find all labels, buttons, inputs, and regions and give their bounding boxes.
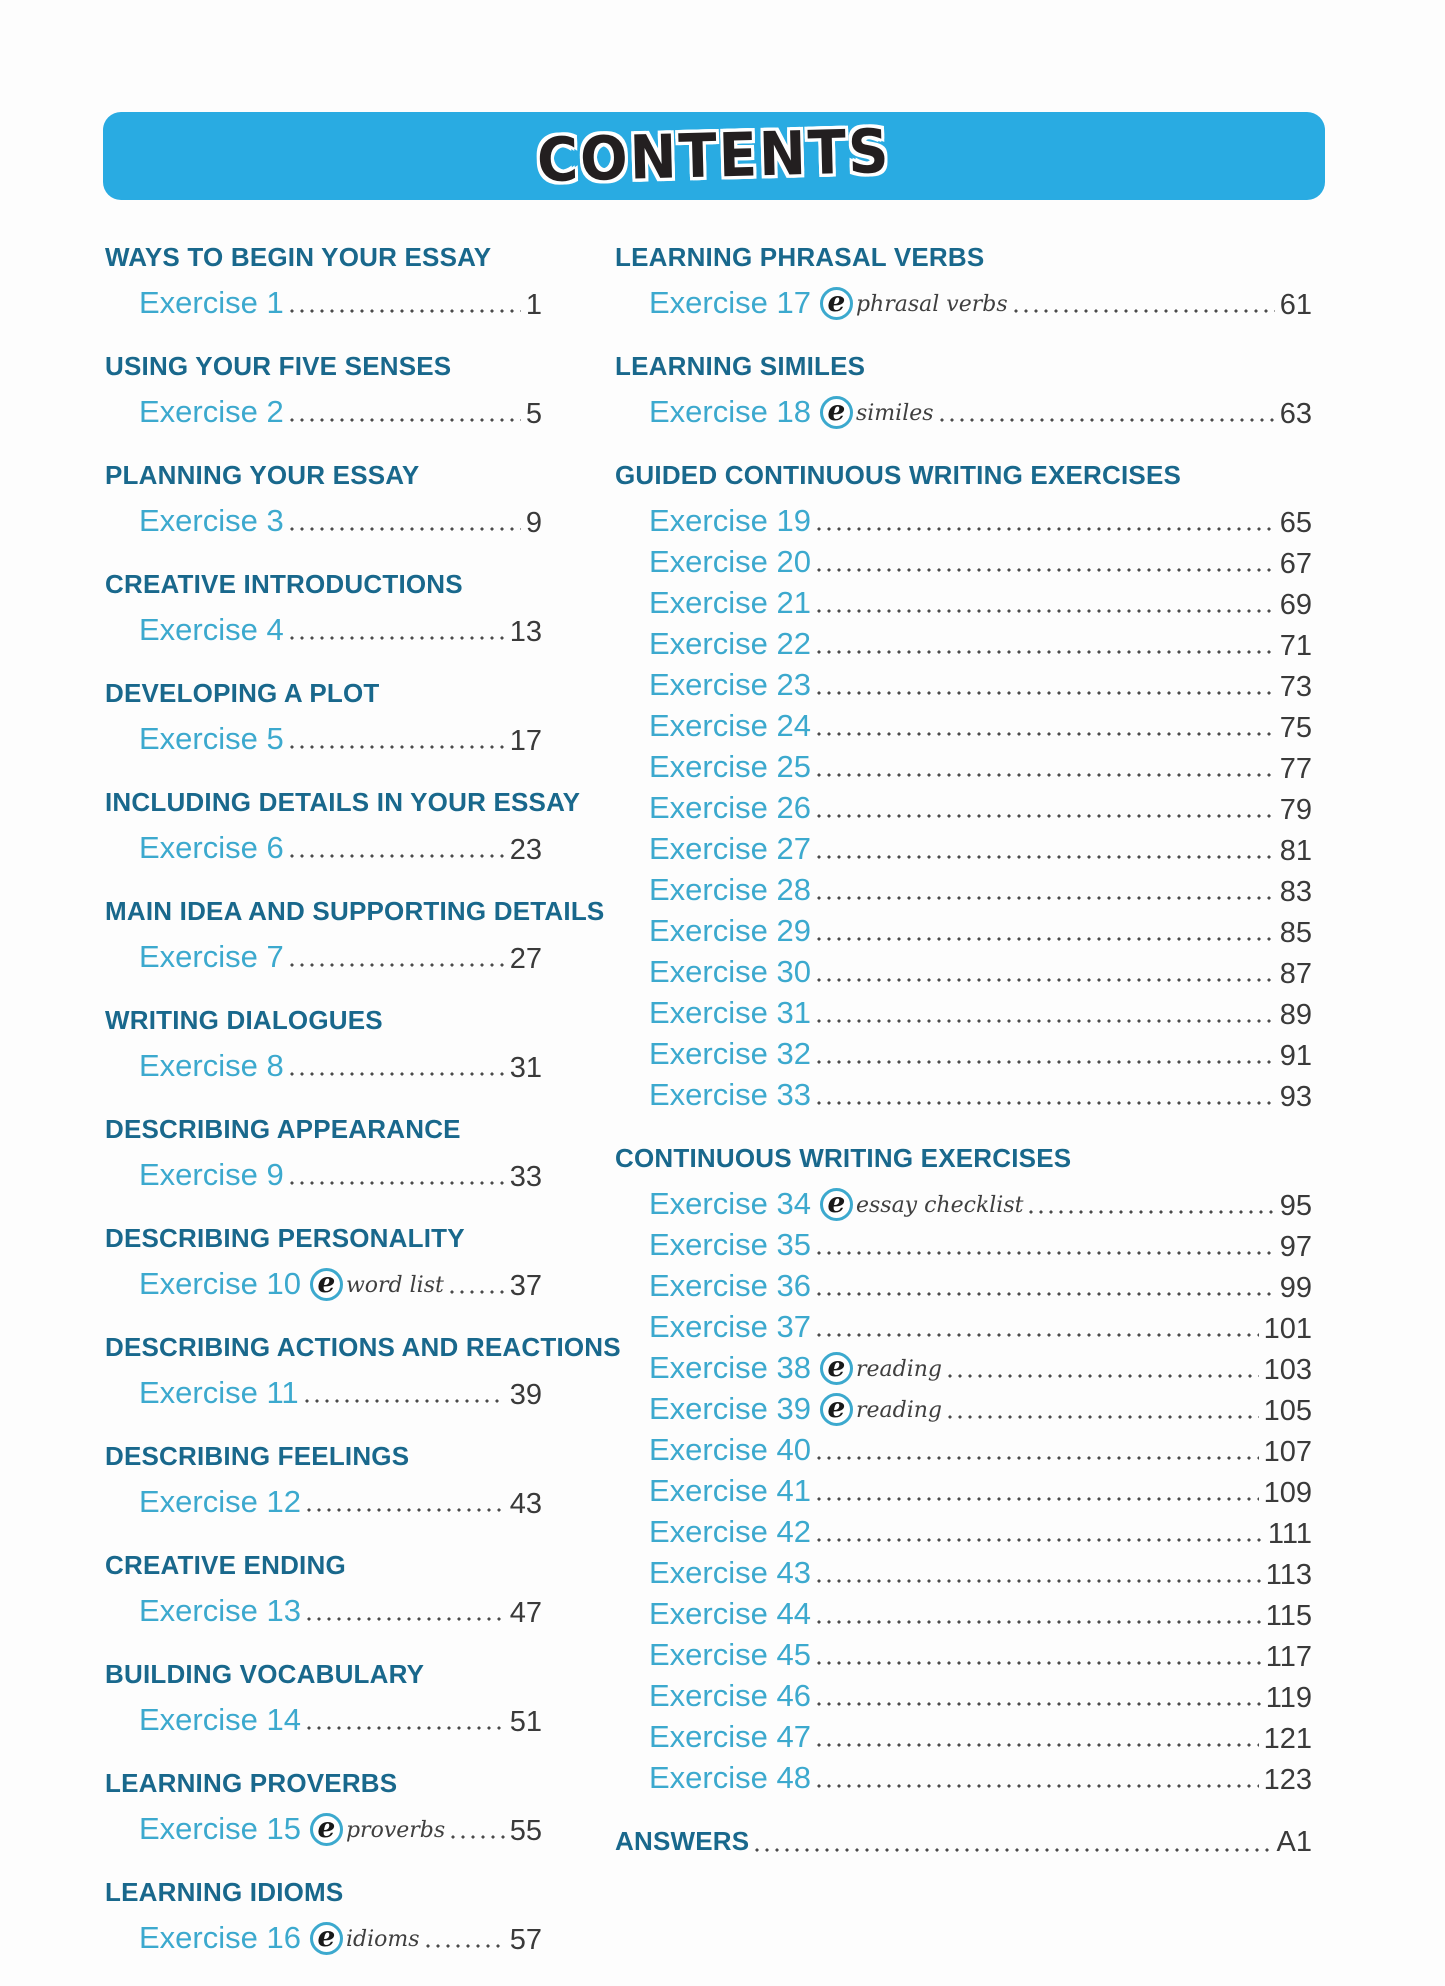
dotted-leader (290, 636, 505, 640)
toc-entry (615, 1597, 1312, 1631)
dotted-leader (1029, 1210, 1274, 1214)
page-number: 119 (1265, 1682, 1312, 1714)
toc-entry (615, 1515, 1312, 1549)
dotted-leader (817, 1538, 1263, 1542)
exercise-label: Exercise 29 (649, 913, 811, 949)
exercise-label: Exercise 24 (649, 708, 811, 744)
page-number: 95 (1279, 1190, 1312, 1222)
toc-entry (105, 831, 542, 865)
page-number: 23 (509, 834, 542, 866)
page-number: 43 (509, 1488, 542, 1520)
toc-entry (615, 914, 1312, 948)
page-number: 123 (1263, 1764, 1312, 1796)
section-heading: PLANNING YOUR ESSAY (105, 460, 420, 490)
dotted-leader (817, 1784, 1259, 1788)
dotted-leader (817, 1251, 1275, 1255)
toc-entry (615, 832, 1312, 866)
dotted-leader (817, 978, 1275, 982)
exercise-label: Exercise 14 (139, 1702, 301, 1738)
exercise-label: Exercise 15 (139, 1811, 301, 1847)
page-number: 65 (1279, 507, 1312, 539)
toc-entry (615, 1078, 1312, 1112)
dotted-leader (290, 1181, 505, 1185)
toc-entry (615, 627, 1312, 661)
exercise-label: Exercise 32 (649, 1036, 811, 1072)
e-resource-icon (820, 1188, 853, 1221)
page-number: 67 (1279, 548, 1312, 580)
section-heading: INCLUDING DETAILS IN YOUR ESSAY (105, 787, 581, 817)
resource-tag-label: essay checklist (855, 1192, 1024, 1218)
exercise-label: Exercise 47 (649, 1719, 811, 1755)
section-heading: USING YOUR FIVE SENSES (105, 351, 452, 381)
dotted-leader (290, 963, 505, 967)
section-heading: WAYS TO BEGIN YOUR ESSAY (105, 242, 492, 272)
dotted-leader (290, 309, 521, 313)
page-number: 75 (1279, 712, 1312, 744)
exercise-label: Exercise 7 (139, 939, 284, 975)
toc-section (105, 1223, 542, 1301)
page-number: 47 (509, 1597, 542, 1629)
dotted-leader (817, 1743, 1259, 1747)
e-resource-icon (310, 1813, 343, 1846)
toc-entry (105, 286, 542, 320)
dotted-leader (817, 814, 1275, 818)
toc-section (105, 1114, 542, 1192)
exercise-label: Exercise 31 (649, 995, 811, 1031)
dotted-leader (450, 1290, 505, 1294)
page-number: 85 (1279, 917, 1312, 949)
exercise-label: Exercise 8 (139, 1048, 284, 1084)
exercise-label: Exercise 2 (139, 394, 284, 430)
exercise-label: Exercise 44 (649, 1596, 811, 1632)
page-number: 27 (509, 943, 542, 975)
toc-section (615, 242, 1312, 320)
dotted-leader (817, 1620, 1261, 1624)
toc-section (105, 242, 542, 320)
toc-entry (615, 1638, 1312, 1672)
e-icon-glyph: e (317, 1920, 336, 1953)
section-heading: WRITING DIALOGUES (105, 1005, 383, 1035)
page-number: 13 (509, 616, 542, 648)
section-heading: BUILDING VOCABULARY (105, 1659, 425, 1689)
toc-entry (615, 873, 1312, 907)
dotted-leader (290, 527, 521, 531)
dotted-leader (305, 1399, 505, 1403)
dotted-leader (290, 1072, 505, 1076)
toc-entry (615, 1474, 1312, 1508)
dotted-leader (817, 1497, 1259, 1501)
resource-tag-label: similes (855, 400, 934, 426)
toc-entry (105, 613, 542, 647)
section-heading: CREATIVE ENDING (105, 1550, 346, 1580)
dotted-leader (817, 1292, 1275, 1296)
section-heading: LEARNING IDIOMS (105, 1877, 344, 1907)
section-heading: DESCRIBING FEELINGS (105, 1441, 410, 1471)
dotted-leader (948, 1374, 1259, 1378)
e-resource-icon (820, 1352, 853, 1385)
e-resource-icon (310, 1268, 343, 1301)
toc-section (105, 1877, 542, 1955)
exercise-label: Exercise 11 (139, 1375, 299, 1411)
toc-entry (615, 750, 1312, 784)
dotted-leader (817, 896, 1275, 900)
section-heading: DEVELOPING A PLOT (105, 678, 380, 708)
exercise-label: Exercise 46 (649, 1678, 811, 1714)
dotted-leader (940, 418, 1275, 422)
dotted-leader (426, 1944, 505, 1948)
toc-entry (105, 1376, 542, 1410)
toc-entry (615, 1228, 1312, 1262)
dotted-leader (290, 745, 505, 749)
exercise-label: Exercise 23 (649, 667, 811, 703)
exercise-label: Exercise 1 (139, 285, 284, 321)
toc-entry (615, 1037, 1312, 1071)
section-heading: DESCRIBING APPEARANCE (105, 1114, 461, 1144)
exercise-label: Exercise 45 (649, 1637, 811, 1673)
dotted-leader (948, 1415, 1259, 1419)
toc-section (615, 351, 1312, 429)
toc-entry (105, 504, 542, 538)
toc-entry (615, 1351, 1312, 1385)
exercise-label: Exercise 16 (139, 1920, 301, 1956)
page-number: 111 (1267, 1518, 1312, 1550)
page-number: 51 (509, 1706, 542, 1738)
dotted-leader (817, 773, 1275, 777)
dotted-leader (451, 1835, 505, 1839)
toc-entry (615, 955, 1312, 989)
page-number: 99 (1279, 1272, 1312, 1304)
section-heading: ANSWERS (615, 1826, 750, 1856)
resource-tag-label: reading (855, 1397, 942, 1423)
e-icon-glyph: e (317, 1266, 336, 1299)
toc-entry (105, 722, 542, 756)
page-number: 9 (525, 507, 542, 539)
toc-section (105, 1005, 542, 1083)
dotted-leader (290, 854, 505, 858)
page-number: 79 (1279, 794, 1312, 826)
toc-section (105, 787, 581, 866)
toc-entry (615, 1679, 1312, 1713)
page-number: 73 (1279, 671, 1312, 703)
page-title: CONTENTS (536, 116, 892, 196)
page-number: 55 (509, 1815, 542, 1847)
toc-section (105, 678, 542, 756)
dotted-leader (817, 1333, 1259, 1337)
exercise-label: Exercise 42 (649, 1514, 811, 1550)
exercise-label: Exercise 41 (649, 1473, 811, 1509)
dotted-leader (817, 650, 1275, 654)
dotted-leader (307, 1726, 505, 1730)
toc-entry (615, 709, 1312, 743)
e-resource-icon (820, 287, 853, 320)
dotted-leader (817, 1661, 1261, 1665)
section-heading: LEARNING PROVERBS (105, 1768, 398, 1798)
dotted-leader (817, 1101, 1275, 1105)
toc-section (105, 896, 605, 975)
section-heading: LEARNING PHRASAL VERBS (615, 242, 985, 272)
page-number: 69 (1279, 589, 1312, 621)
dotted-leader (817, 1456, 1259, 1460)
page-number: 109 (1263, 1477, 1312, 1509)
toc-section (105, 460, 542, 538)
exercise-label: Exercise 26 (649, 790, 811, 826)
page-number: 63 (1279, 398, 1312, 430)
dotted-leader (817, 527, 1275, 531)
page-number: 107 (1263, 1436, 1312, 1468)
exercise-label: Exercise 36 (649, 1268, 811, 1304)
page-number: 61 (1279, 289, 1312, 321)
page-number: 103 (1263, 1354, 1312, 1386)
toc-entry (615, 545, 1312, 579)
exercise-label: Exercise 18 (649, 394, 811, 430)
page-number: A1 (1276, 1826, 1312, 1858)
e-icon-glyph: e (827, 1186, 846, 1219)
e-icon-glyph: e (827, 1391, 846, 1424)
exercise-label: Exercise 17 (649, 285, 811, 321)
page-number: 83 (1279, 876, 1312, 908)
toc-section (105, 1332, 621, 1411)
dotted-leader (290, 418, 521, 422)
page-number: 17 (509, 725, 542, 757)
e-resource-icon (310, 1922, 343, 1955)
toc-section (105, 569, 542, 647)
page-number: 115 (1265, 1600, 1312, 1632)
toc-section (615, 1143, 1312, 1795)
toc-entry (615, 791, 1312, 825)
exercise-label: Exercise 48 (649, 1760, 811, 1796)
toc-entry (615, 1720, 1312, 1754)
toc-section (105, 1550, 542, 1628)
resource-tag-label: word list (345, 1272, 444, 1298)
section-heading: CONTINUOUS WRITING EXERCISES (615, 1143, 1072, 1173)
toc-entry (615, 586, 1312, 620)
page-number: 81 (1279, 835, 1312, 867)
dotted-leader (817, 1019, 1275, 1023)
page-number: 71 (1279, 630, 1312, 662)
resource-tag-label: idioms (345, 1926, 420, 1952)
page-number: 39 (509, 1379, 542, 1411)
page-number: 121 (1263, 1723, 1312, 1755)
page-number: 37 (509, 1270, 542, 1302)
toc-left-column (105, 242, 621, 1986)
exercise-label: Exercise 4 (139, 612, 284, 648)
toc-entry (615, 1310, 1312, 1344)
dotted-leader (307, 1617, 505, 1621)
exercise-label: Exercise 28 (649, 872, 811, 908)
exercise-label: Exercise 13 (139, 1593, 301, 1629)
exercise-label: Exercise 10 (139, 1266, 301, 1302)
exercise-label: Exercise 21 (649, 585, 811, 621)
toc-entry (105, 395, 542, 429)
e-icon-glyph: e (827, 394, 846, 427)
toc-entry (105, 1921, 542, 1955)
page-number: 117 (1265, 1641, 1312, 1673)
toc-entry (615, 668, 1312, 702)
e-icon-glyph: e (317, 1811, 336, 1844)
page-number: 1 (525, 289, 542, 321)
toc-entry (615, 1433, 1312, 1467)
exercise-label: Exercise 20 (649, 544, 811, 580)
exercise-label: Exercise 9 (139, 1157, 284, 1193)
exercise-label: Exercise 43 (649, 1555, 811, 1591)
toc-entry (615, 395, 1312, 429)
toc-entry (105, 940, 542, 974)
dotted-leader (817, 691, 1275, 695)
exercise-label: Exercise 33 (649, 1077, 811, 1113)
section-heading: LEARNING SIMILES (615, 351, 866, 381)
contents-banner (103, 112, 1325, 200)
resource-tag-label: reading (855, 1356, 942, 1382)
exercise-label: Exercise 22 (649, 626, 811, 662)
toc-right-column (615, 242, 1312, 1888)
e-icon-glyph: e (827, 1350, 846, 1383)
exercise-label: Exercise 40 (649, 1432, 811, 1468)
exercise-label: Exercise 37 (649, 1309, 811, 1345)
toc-entry (105, 1267, 542, 1301)
e-resource-icon (820, 1393, 853, 1426)
page-number: 101 (1263, 1313, 1312, 1345)
e-resource-icon (820, 396, 853, 429)
exercise-label: Exercise 39 (649, 1391, 811, 1427)
toc-entry (105, 1158, 542, 1192)
section-heading: DESCRIBING PERSONALITY (105, 1223, 465, 1253)
exercise-label: Exercise 25 (649, 749, 811, 785)
toc-entry (105, 1703, 542, 1737)
toc-section (105, 1441, 542, 1519)
page-number: 91 (1279, 1040, 1312, 1072)
toc-entry (615, 1556, 1312, 1590)
toc-entry (615, 1392, 1312, 1426)
toc-entry (105, 1594, 542, 1628)
toc-section (615, 1826, 1312, 1857)
resource-tag-label: proverbs (345, 1817, 446, 1843)
section-heading: DESCRIBING ACTIONS AND REACTIONS (105, 1332, 621, 1362)
exercise-label: Exercise 34 (649, 1186, 811, 1222)
toc-entry (615, 1761, 1312, 1795)
exercise-label: Exercise 19 (649, 503, 811, 539)
dotted-leader (307, 1508, 505, 1512)
page-number: 57 (509, 1924, 542, 1956)
dotted-leader (1014, 309, 1275, 313)
toc-entry (615, 996, 1312, 1030)
toc-section (105, 351, 542, 429)
exercise-label: Exercise 3 (139, 503, 284, 539)
section-heading: CREATIVE INTRODUCTIONS (105, 569, 463, 599)
page-number: 97 (1279, 1231, 1312, 1263)
toc-entry (615, 1269, 1312, 1303)
toc-entry (615, 1187, 1312, 1221)
page-number: 89 (1279, 999, 1312, 1031)
exercise-label: Exercise 12 (139, 1484, 301, 1520)
dotted-leader (817, 609, 1275, 613)
dotted-leader (817, 855, 1275, 859)
toc-entry (105, 1485, 542, 1519)
page-number: 5 (525, 398, 542, 430)
toc-entry (105, 1812, 542, 1846)
toc-entry (615, 286, 1312, 320)
toc-entry (105, 1049, 542, 1083)
page-number: 87 (1279, 958, 1312, 990)
page-number: 105 (1263, 1395, 1312, 1427)
page-number: 113 (1265, 1559, 1312, 1591)
dotted-leader (817, 937, 1275, 941)
resource-tag-label: phrasal verbs (855, 291, 1008, 317)
dotted-leader (817, 1702, 1261, 1706)
toc-section (615, 460, 1312, 1112)
dotted-leader (817, 732, 1275, 736)
e-icon-glyph: e (827, 285, 846, 318)
toc-heading-entry (615, 1826, 1312, 1857)
exercise-label: Exercise 30 (649, 954, 811, 990)
exercise-label: Exercise 35 (649, 1227, 811, 1263)
toc-entry (615, 504, 1312, 538)
page-number: 77 (1279, 753, 1312, 785)
dotted-leader (817, 1060, 1275, 1064)
dotted-leader (817, 1579, 1261, 1583)
dotted-leader (755, 1848, 1271, 1852)
section-heading: MAIN IDEA AND SUPPORTING DETAILS (105, 896, 605, 926)
exercise-label: Exercise 5 (139, 721, 284, 757)
page-number: 33 (509, 1161, 542, 1193)
toc-section (105, 1768, 542, 1846)
dotted-leader (817, 568, 1275, 572)
exercise-label: Exercise 6 (139, 830, 284, 866)
exercise-label: Exercise 27 (649, 831, 811, 867)
page-number: 31 (509, 1052, 542, 1084)
exercise-label: Exercise 38 (649, 1350, 811, 1386)
section-heading: GUIDED CONTINUOUS WRITING EXERCISES (615, 460, 1182, 490)
page-number: 93 (1279, 1081, 1312, 1113)
toc-section (105, 1659, 542, 1737)
